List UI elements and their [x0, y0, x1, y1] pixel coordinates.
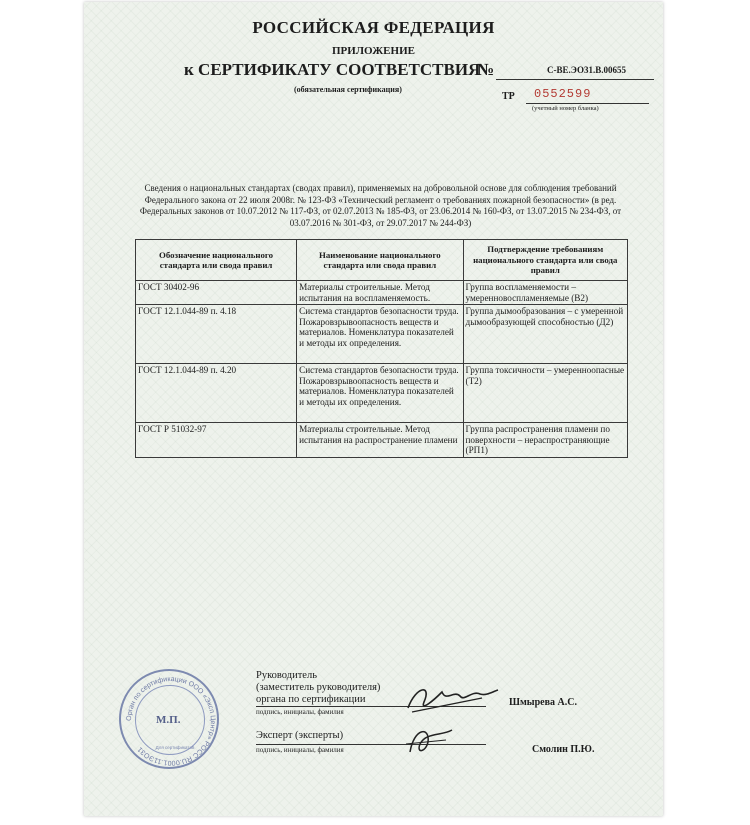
cell-name: Система стандартов безопасности труда. Пожаровзрывоопасность веществ и материалов. Номенклатура показателей и методы их определения. [297, 305, 463, 364]
appendix-label: ПРИЛОЖЕНИЕ [332, 45, 415, 57]
seal-center-text: Для сертификатов [155, 745, 195, 750]
standards-table [135, 239, 628, 458]
number-sign: № [477, 60, 495, 79]
certificate-number: С-ВЕ.ЭО31.В.00655 [547, 65, 626, 75]
manager-role-line2: (заместитель руководителя) [256, 682, 381, 693]
manager-role-line1: Руководитель [256, 670, 317, 681]
number-underline [496, 79, 654, 80]
cell-designation: ГОСТ 30402-96 [136, 281, 297, 305]
manager-signature-icon [402, 678, 502, 718]
table-row [136, 364, 628, 423]
table-row [136, 305, 628, 364]
table-header-row [136, 240, 628, 281]
col-header-confirmation: Подтверждение требованиям национального стандарта или свода правил [463, 240, 627, 281]
expert-role: Эксперт (эксперты) [256, 730, 344, 741]
expert-name: Смолин П.Ю. [532, 744, 595, 755]
blank-number: 0552599 [534, 87, 592, 101]
expert-caption: подпись, инициалы, фамилия [256, 746, 344, 754]
seal-ring-text: Орган по сертификации ООО «Эксп Центр» РОСС RU.0001.11ЭО31 [125, 675, 217, 767]
intro-paragraph: Сведения о национальных стандартах (сводах правил), применяемых на добровольной основе для соблюдения требований Федерального закона от 22 июля 2008г. № 123-ФЗ «Технический регламент о требованиях пожарной безопасности» (в ред. Федеральных законов от 10.07.2012 № 117-ФЗ, от 02.07.2013 № 185-ФЗ, от 23.06.2014 № 160-ФЗ, от 13.07.2015 № 234-ФЗ, от 03.07.2016 № 301-ФЗ, от 29.07.2017 № 244-ФЗ) [139, 183, 622, 228]
cell-designation: ГОСТ 12.1.044-89 п. 4.20 [136, 364, 297, 423]
cell-designation: ГОСТ Р 51032-97 [136, 423, 297, 458]
col-header-designation: Обозначение национального стандарта или свода правил [136, 240, 297, 281]
cell-name: Материалы строительные. Метод испытания на распространение пламени [297, 423, 463, 458]
cell-confirmation: Группа токсичности – умеренноопасные (Т2) [463, 364, 627, 423]
blank-number-note: (учетный номер бланка) [532, 105, 599, 112]
stamp-seal [119, 669, 219, 769]
cell-confirmation: Группа распространения пламени по поверхности – нераспространяющие (РП1) [463, 423, 627, 458]
cell-name: Система стандартов безопасности труда. Пожаровзрывоопасность веществ и материалов. Номенклатура показателей и методы их определения. [297, 364, 463, 423]
mandatory-note: (обязательная сертификация) [294, 85, 402, 94]
cell-designation: ГОСТ 12.1.044-89 п. 4.18 [136, 305, 297, 364]
manager-role-line3: органа по сертификации [256, 694, 366, 705]
cell-name: Материалы строительные. Метод испытания на воспламеняемость. [297, 281, 463, 305]
cell-confirmation: Группа дымообразования – с умеренной дымообразующей способностью (Д2) [463, 305, 627, 364]
certificate-title: к СЕРТИФИКАТУ СООТВЕТСТВИЯ [184, 60, 481, 79]
expert-signature-icon [402, 722, 462, 758]
certificate-appendix-sheet [84, 2, 663, 816]
tr-label: ТР [502, 91, 515, 102]
table-row [136, 281, 628, 305]
country-title: РОССИЙСКАЯ ФЕДЕРАЦИЯ [252, 18, 495, 37]
manager-caption: подпись, инициалы, фамилия [256, 708, 344, 716]
blank-number-underline [526, 103, 649, 104]
col-header-name: Наименование национального стандарта или свода правил [297, 240, 463, 281]
mp-label: М.П. [156, 714, 181, 726]
table-row [136, 423, 628, 458]
manager-name: Шмырева А.С. [509, 697, 577, 708]
cell-confirmation: Группа воспламеняемости – умеренновоспламеняемые (В2) [463, 281, 627, 305]
